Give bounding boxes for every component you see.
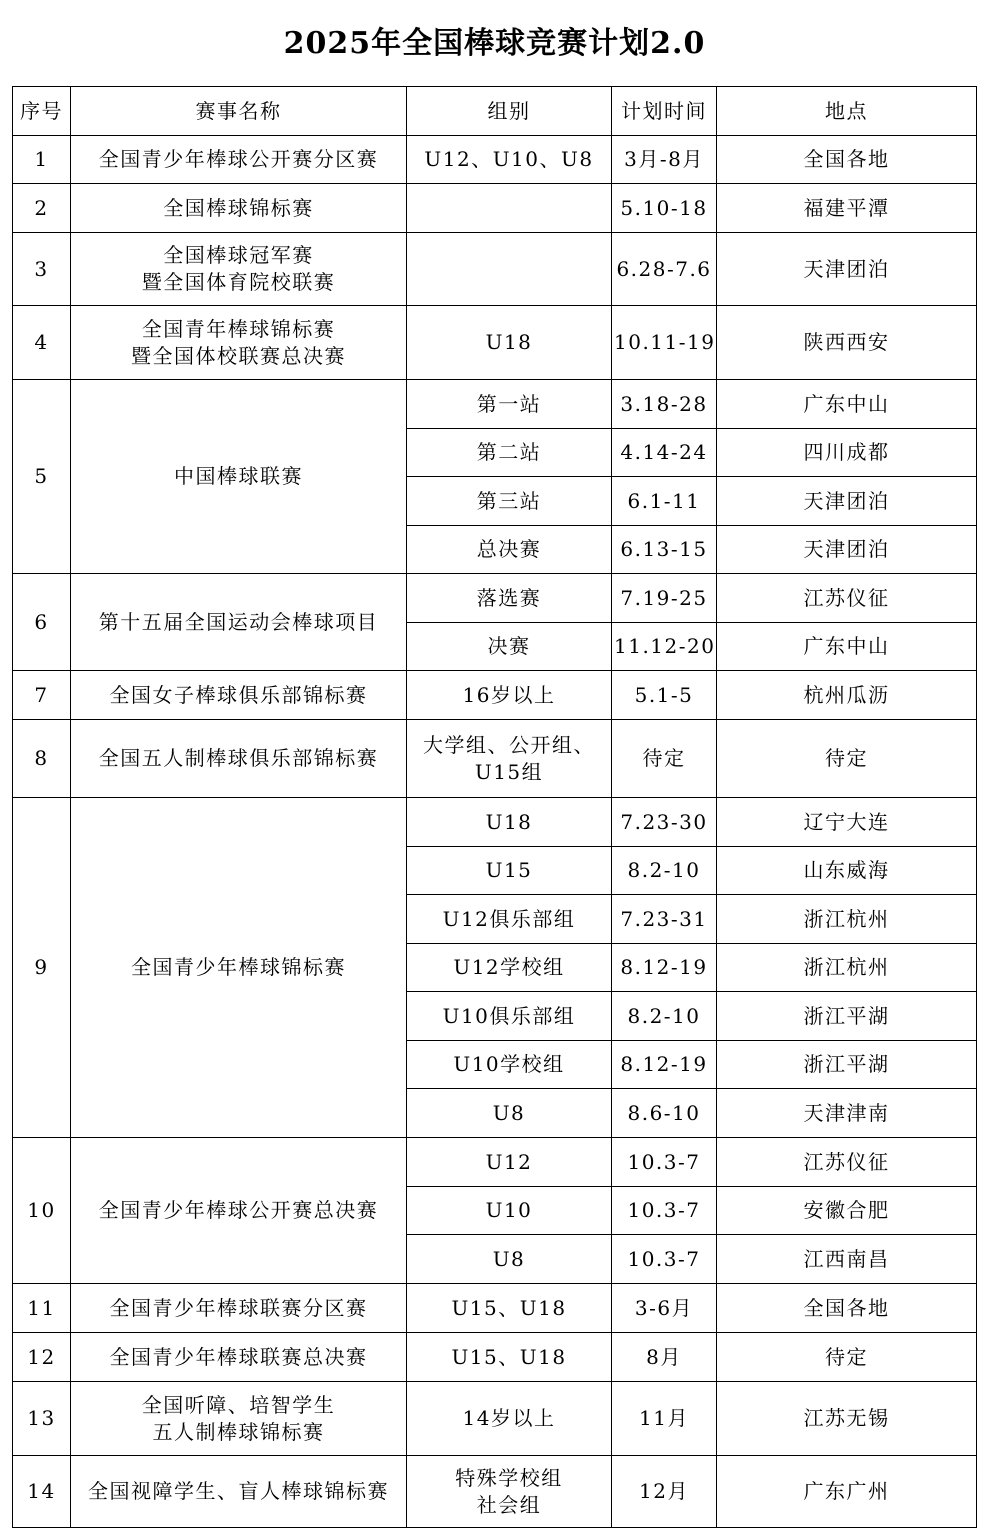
cell-text-line: 总决赛: [476, 537, 542, 561]
event-time: 8.6-10: [612, 1089, 717, 1138]
event-group: [407, 574, 612, 623]
event-time: 3月-8月: [612, 136, 717, 184]
event-group: [407, 184, 612, 233]
event-number: 13: [13, 1382, 71, 1456]
event-number: 11: [13, 1284, 71, 1333]
event-time: 6.1-11: [612, 477, 717, 526]
event-name: [71, 306, 407, 380]
event-group: [407, 477, 612, 526]
event-place: 浙江平湖: [717, 1041, 977, 1089]
cell-text-line: 暨全国体育院校联赛: [141, 270, 336, 294]
event-time: 7.23-30: [612, 798, 717, 847]
event-time: 8.12-19: [612, 1041, 717, 1089]
event-group: [407, 944, 612, 992]
event-group: [407, 429, 612, 477]
event-time: 10.11-19: [612, 306, 717, 380]
event-group: [407, 671, 612, 720]
event-group: [407, 1333, 612, 1382]
event-time: 8月: [612, 1333, 717, 1382]
event-name: [71, 574, 407, 671]
cell-text-line: 全国青少年棒球公开赛分区赛: [98, 147, 379, 171]
event-place: 江苏仪征: [717, 1138, 977, 1187]
event-number: 12: [13, 1333, 71, 1382]
event-group: [407, 623, 612, 671]
event-name: [71, 1284, 407, 1333]
event-time: 6.13-15: [612, 526, 717, 574]
event-place: 全国各地: [717, 136, 977, 184]
event-group: [407, 1456, 612, 1528]
event-time: 12月: [612, 1456, 717, 1528]
event-number: 7: [13, 671, 71, 720]
header-place: 地点: [717, 87, 977, 136]
event-name: [71, 1456, 407, 1528]
table-row: [13, 671, 977, 720]
table-row: [13, 1138, 977, 1187]
event-place: 浙江平湖: [717, 992, 977, 1041]
event-group: [407, 233, 612, 306]
event-place: 安徽合肥: [717, 1187, 977, 1235]
cell-text-line: U15、U18: [451, 1295, 567, 1320]
cell-text-line: 特殊学校组: [455, 1465, 563, 1490]
event-time: 10.3-7: [612, 1187, 717, 1235]
event-group: [407, 895, 612, 944]
event-place: 福建平潭: [717, 184, 977, 233]
event-number: 8: [13, 720, 71, 798]
cell-text-line: 全国青少年棒球公开赛总决赛: [98, 1198, 379, 1222]
event-number: 14: [13, 1456, 71, 1528]
table-row: [13, 380, 977, 429]
event-time: 4.14-24: [612, 429, 717, 477]
event-number: 3: [13, 233, 71, 306]
event-time: 5.10-18: [612, 184, 717, 233]
event-name: [71, 671, 407, 720]
event-group: [407, 1382, 612, 1456]
event-group: [407, 1089, 612, 1138]
event-time: 6.28-7.6: [612, 233, 717, 306]
event-name: [71, 380, 407, 574]
cell-text-line: 全国棒球冠军赛: [163, 243, 314, 267]
header-no: 序号: [13, 87, 71, 136]
cell-text-line: U12: [485, 1149, 533, 1174]
event-time: 8.12-19: [612, 944, 717, 992]
header-group: 组别: [407, 87, 612, 136]
event-place: 广东中山: [717, 380, 977, 429]
event-name: [71, 1382, 407, 1456]
event-time: 10.3-7: [612, 1138, 717, 1187]
event-place: 辽宁大连: [717, 798, 977, 847]
event-time: 11月: [612, 1382, 717, 1456]
event-place: 陕西西安: [717, 306, 977, 380]
event-place: 全国各地: [717, 1284, 977, 1333]
event-place: 天津团泊: [717, 526, 977, 574]
event-group: [407, 526, 612, 574]
cell-text-line: U15组: [474, 759, 544, 784]
cell-text-line: U8: [492, 1246, 526, 1271]
cell-text-line: 全国青少年棒球联赛总决赛: [109, 1344, 368, 1369]
event-place: 浙江杭州: [717, 895, 977, 944]
cell-text-line: U10: [485, 1198, 533, 1222]
cell-text-line: 大学组、公开组、: [423, 732, 595, 757]
event-name: [71, 136, 407, 184]
cell-text-line: 全国听障、培智学生: [141, 1392, 336, 1417]
cell-text-line: 全国青少年棒球联赛分区赛: [109, 1295, 368, 1320]
event-group: [407, 798, 612, 847]
event-time: 8.2-10: [612, 992, 717, 1041]
cell-text-line: 全国青少年棒球锦标赛: [131, 955, 346, 979]
cell-text-line: 全国青年棒球锦标赛: [141, 316, 336, 341]
cell-text-line: U18: [485, 330, 533, 354]
event-place: 四川成都: [717, 429, 977, 477]
cell-text-line: 中国棒球联赛: [174, 464, 303, 488]
schedule-body: [13, 136, 977, 1528]
table-row: [13, 136, 977, 184]
event-name: [71, 233, 407, 306]
table-row: [13, 184, 977, 233]
event-time: 7.23-31: [612, 895, 717, 944]
event-number: 10: [13, 1138, 71, 1284]
cell-text-line: U12、U10、U8: [424, 147, 594, 171]
event-place: 天津团泊: [717, 477, 977, 526]
event-place: 待定: [717, 1333, 977, 1382]
event-name: [71, 720, 407, 798]
cell-text-line: U12俱乐部组: [442, 906, 576, 931]
event-group: [407, 1284, 612, 1333]
cell-text-line: 第一站: [476, 391, 542, 416]
event-place: 天津津南: [717, 1089, 977, 1138]
event-number: 5: [13, 380, 71, 574]
event-group: [407, 1041, 612, 1089]
cell-text-line: 全国棒球锦标赛: [163, 195, 314, 220]
event-group: [407, 380, 612, 429]
event-place: 天津团泊: [717, 233, 977, 306]
cell-text-line: U10俱乐部组: [442, 1003, 576, 1028]
table-row: [13, 306, 977, 380]
table-row: [13, 574, 977, 623]
header-time: 计划时间: [612, 87, 717, 136]
competition-schedule-table: [12, 86, 977, 1528]
event-number: 9: [13, 798, 71, 1138]
event-place: 江苏仪征: [717, 574, 977, 623]
event-group: [407, 992, 612, 1041]
header-event-name: 赛事名称: [71, 87, 407, 136]
event-place: 浙江杭州: [717, 944, 977, 992]
event-time: 7.19-25: [612, 574, 717, 623]
event-group: [407, 1187, 612, 1235]
table-row: [13, 1333, 977, 1382]
cell-text-line: 落选赛: [476, 585, 542, 610]
cell-text-line: 14岁以上: [462, 1406, 556, 1430]
event-place: 广东中山: [717, 623, 977, 671]
event-number: 2: [13, 184, 71, 233]
event-time: 3-6月: [612, 1284, 717, 1333]
event-time: 10.3-7: [612, 1235, 717, 1284]
page-title: 2025年全国棒球竞赛计划2.0: [283, 26, 706, 61]
event-place: 山东威海: [717, 847, 977, 895]
cell-text-line: 全国五人制棒球俱乐部锦标赛: [98, 746, 379, 770]
cell-text-line: 五人制棒球锦标赛: [152, 1419, 325, 1444]
event-name: [71, 184, 407, 233]
event-group: [407, 1235, 612, 1284]
cell-text-line: 全国女子棒球俱乐部锦标赛: [109, 682, 368, 707]
cell-text-line: 全国视障学生、盲人棒球锦标赛: [88, 1479, 389, 1503]
event-time: 11.12-20: [612, 623, 717, 671]
event-group: [407, 1138, 612, 1187]
event-number: 1: [13, 136, 71, 184]
table-row: [13, 1284, 977, 1333]
event-group: [407, 847, 612, 895]
event-place: 广东广州: [717, 1456, 977, 1528]
event-time: 待定: [612, 720, 717, 798]
event-group: [407, 136, 612, 184]
event-place: 江苏无锡: [717, 1382, 977, 1456]
cell-text-line: U15: [485, 858, 533, 882]
event-group: [407, 306, 612, 380]
cell-text-line: 第十五届全国运动会棒球项目: [98, 609, 379, 634]
cell-text-line: U15、U18: [451, 1344, 567, 1369]
event-name: [71, 798, 407, 1138]
event-number: 6: [13, 574, 71, 671]
event-place: 杭州瓜沥: [717, 671, 977, 720]
event-name: [71, 1138, 407, 1284]
cell-text-line: 暨全国体校联赛总决赛: [131, 343, 346, 368]
event-name: [71, 1333, 407, 1382]
cell-text-line: 第二站: [476, 440, 542, 464]
table-row: [13, 798, 977, 847]
cell-text-line: 16岁以上: [462, 682, 556, 707]
cell-text-line: U8: [492, 1100, 526, 1125]
event-place: 江西南昌: [717, 1235, 977, 1284]
cell-text-line: U12学校组: [453, 955, 565, 979]
event-place: 待定: [717, 720, 977, 798]
event-time: 5.1-5: [612, 671, 717, 720]
cell-text-line: U18: [485, 809, 533, 834]
event-group: [407, 720, 612, 798]
event-time: 3.18-28: [612, 380, 717, 429]
event-number: 4: [13, 306, 71, 380]
cell-text-line: 社会组: [476, 1492, 542, 1517]
header-row: [13, 87, 977, 136]
table-row: [13, 1382, 977, 1456]
cell-text-line: U10学校组: [453, 1052, 565, 1076]
table-row: [13, 720, 977, 798]
table-row: [13, 233, 977, 306]
table-row: [13, 1456, 977, 1528]
cell-text-line: 第三站: [476, 488, 542, 513]
event-time: 8.2-10: [612, 847, 717, 895]
cell-text-line: 决赛: [487, 634, 531, 658]
